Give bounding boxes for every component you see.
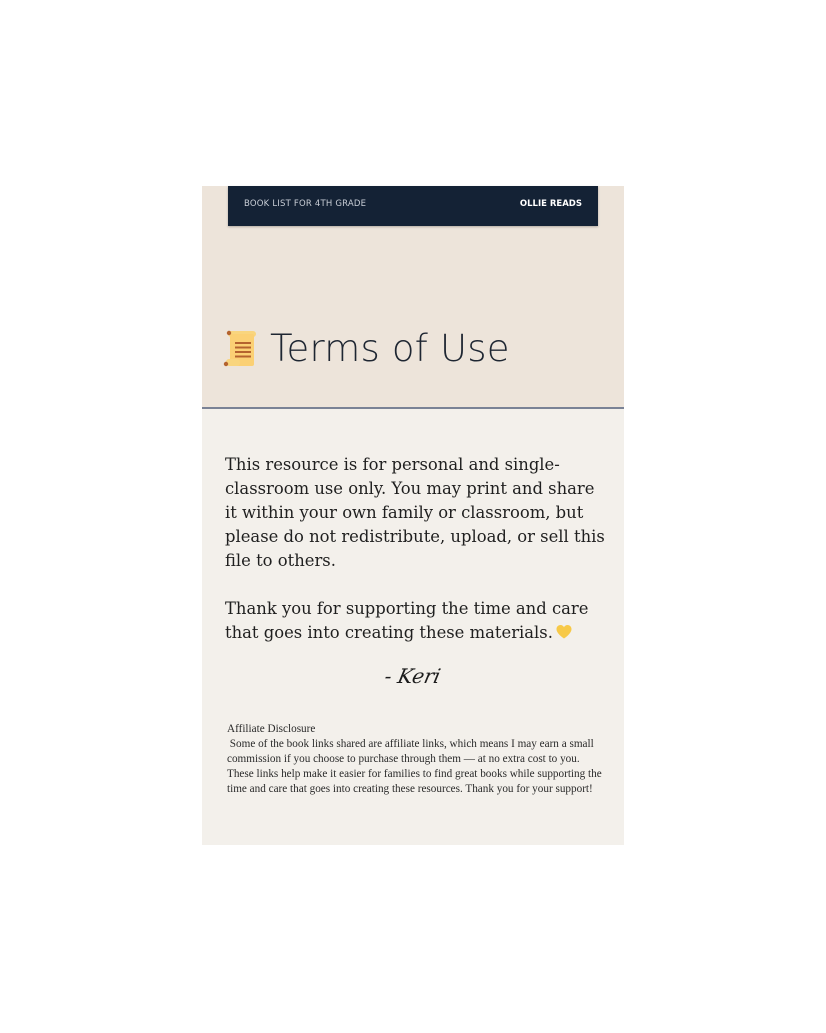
document-page (202, 186, 624, 845)
scroll-icon (222, 328, 260, 368)
yellow-heart-icon (556, 623, 572, 639)
page-title: Terms of Use (270, 326, 510, 370)
header-bar (228, 186, 598, 226)
affiliate-heading: Affiliate Disclosure (227, 723, 316, 735)
terms-paragraph: This resource is for personal and single-classroom use only. You may print and share it within your own family or classroom, but please do not redistribute, upload, or sell this file to others. (225, 455, 605, 570)
title-section (202, 186, 624, 409)
title-row (222, 326, 510, 370)
signature: - Keri (382, 664, 443, 688)
affiliate-disclosure (227, 722, 607, 797)
thanks-text: Thank you for supporting the time and care that goes into creating these materials. (225, 599, 589, 642)
affiliate-text: Some of the book links shared are affiliate links, which means I may earn a small commission if you choose to purchase through them — at no extra cost to you. These links help make it easier for families to find great books while supporting the time and care that goes into creating these resources. Thank you for your support! (227, 737, 605, 795)
thanks-paragraph (225, 597, 605, 645)
brand-name: OLLIE READS (519, 199, 582, 209)
header-label: BOOK LIST FOR 4TH GRADE (244, 199, 367, 209)
